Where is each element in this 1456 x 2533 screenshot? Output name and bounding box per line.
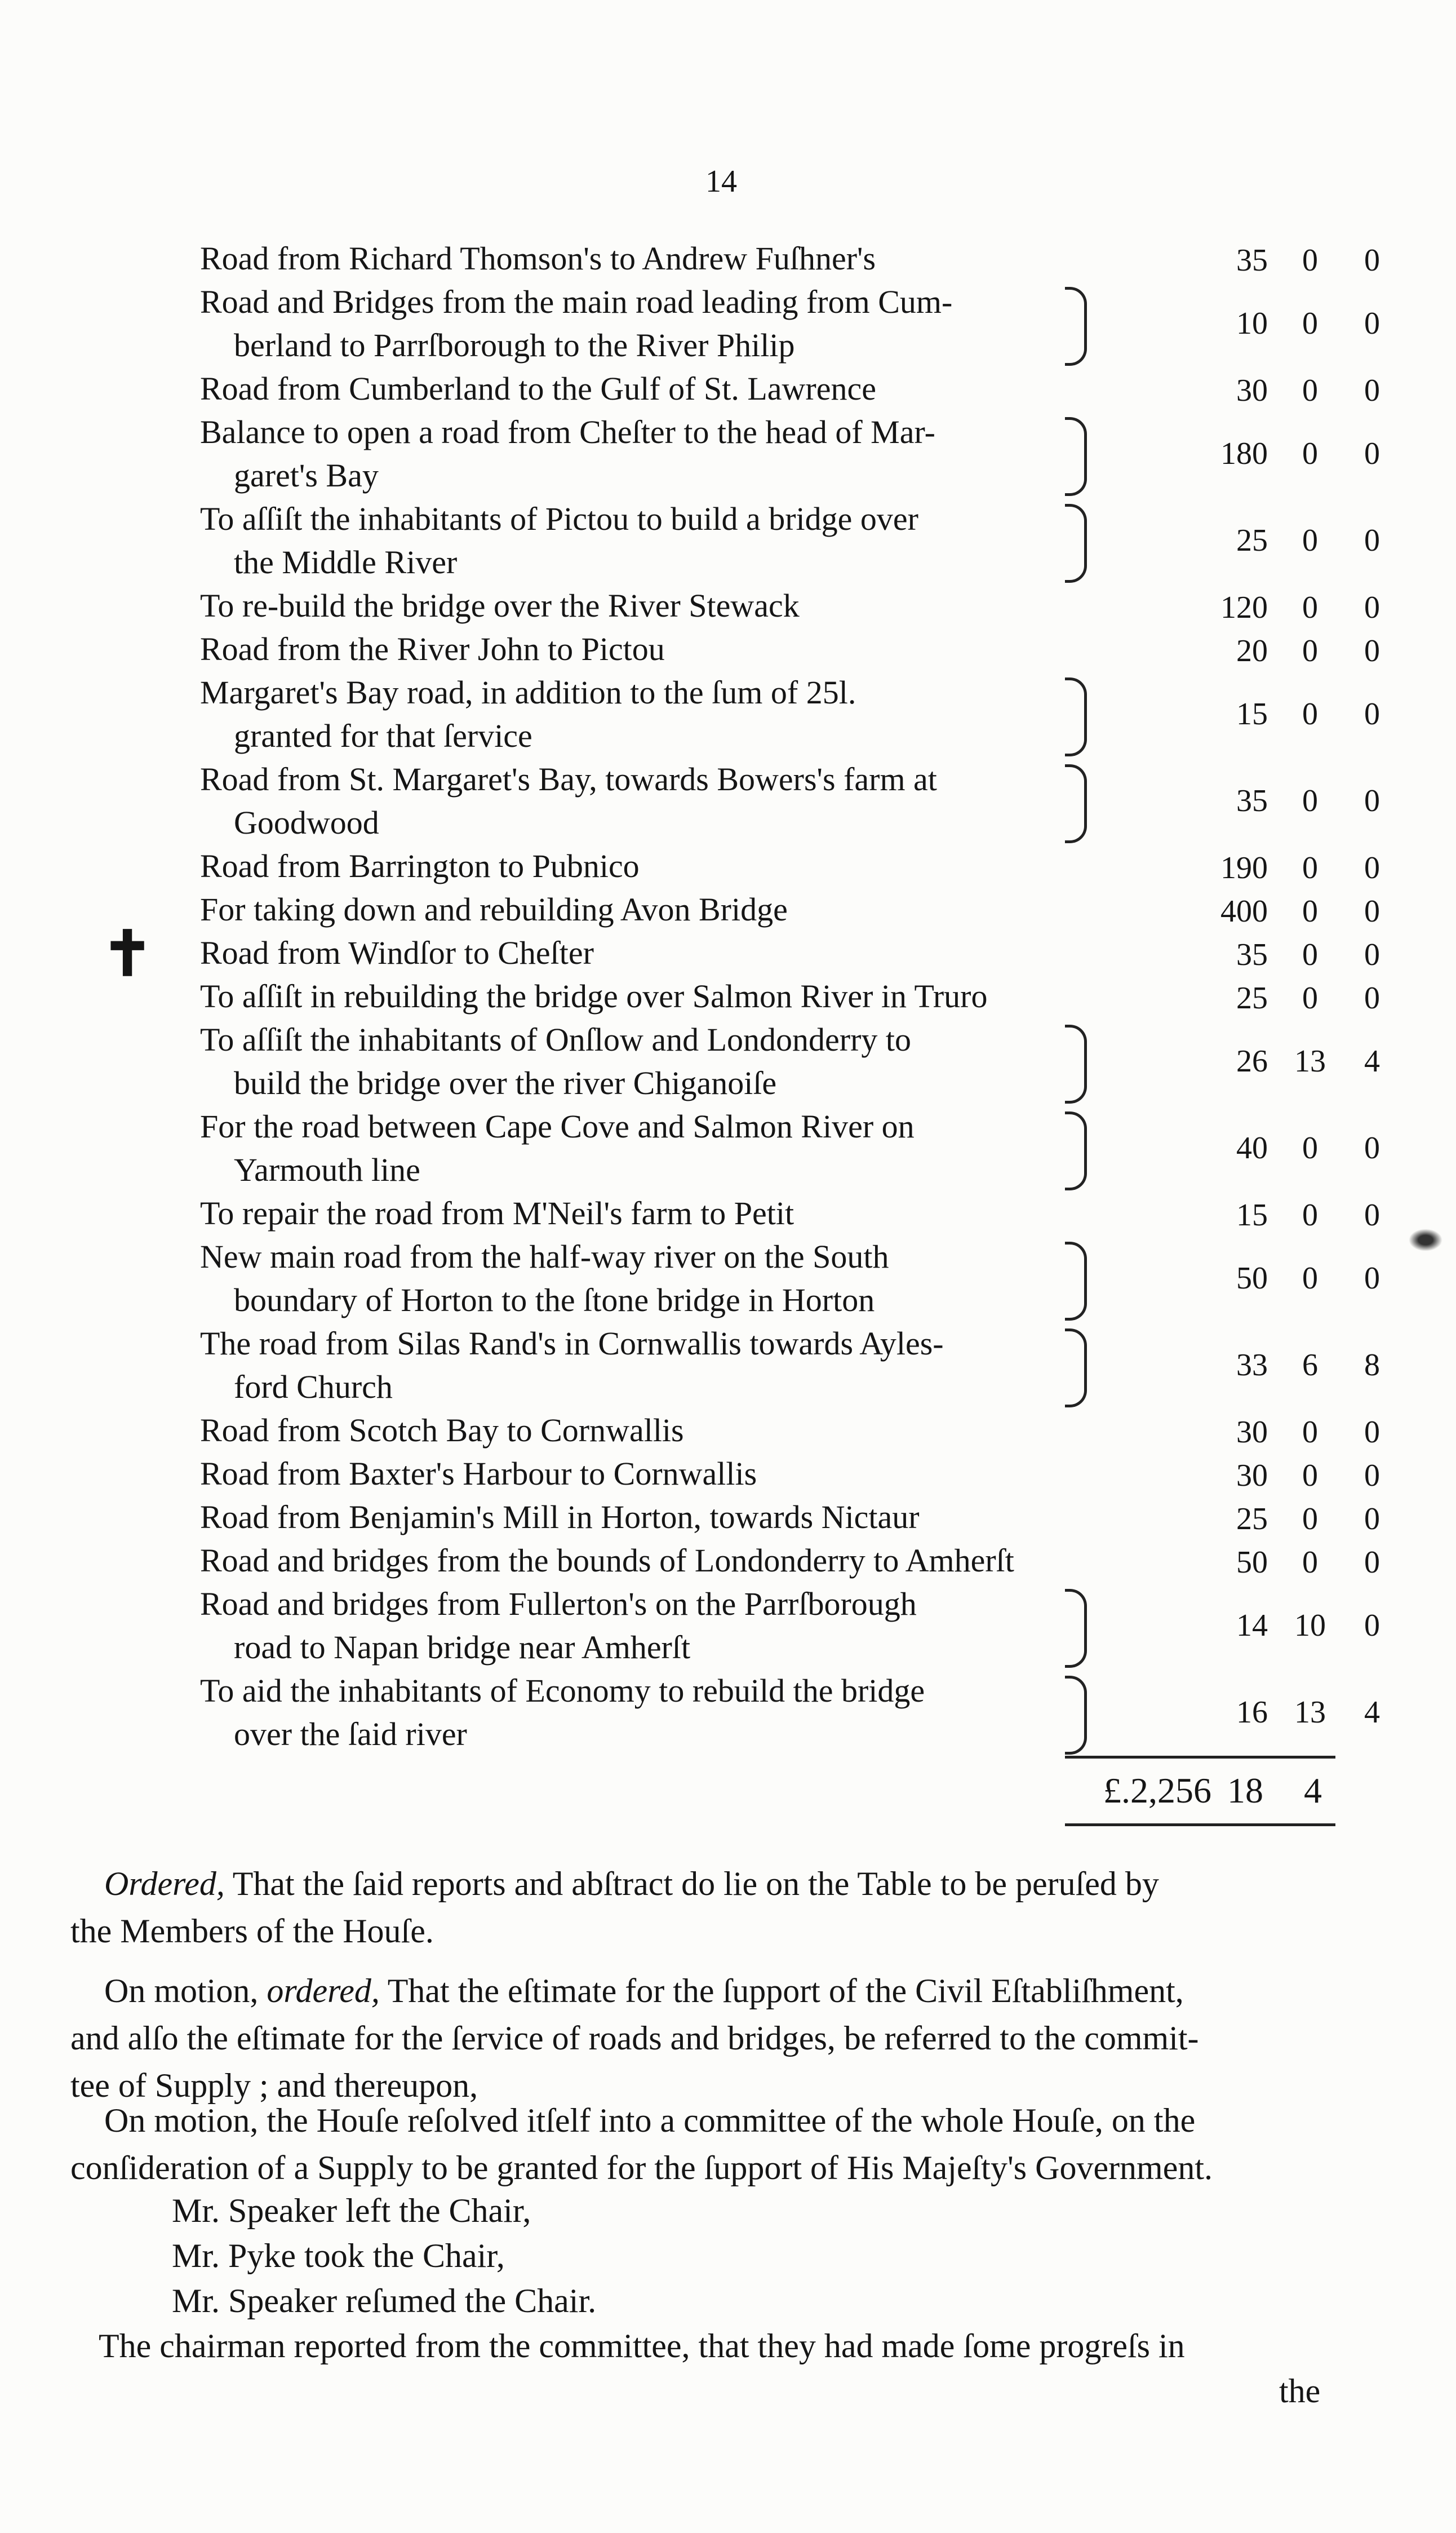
entry-line1: To aid the inhabitants of Economy to rebuild the bridge	[200, 1672, 925, 1709]
entry-line1: For taking down and rebuilding Avon Bridge	[200, 891, 788, 928]
entry-row	[0, 1539, 1456, 1582]
amount-shillings: 0	[1302, 1545, 1318, 1580]
entry-amount	[1172, 1344, 1426, 1387]
entry-amount	[1172, 239, 1426, 282]
amount-pence: 0	[1364, 243, 1380, 278]
entry-description	[200, 1539, 1096, 1582]
amount-pounds: 26	[1236, 1043, 1268, 1079]
total-shillings: 18	[1227, 1770, 1263, 1810]
entry-amount	[1172, 890, 1426, 933]
entry-amount	[1172, 302, 1426, 346]
entry-row	[0, 888, 1456, 931]
paragraph-committee-supply: On motion, the Houſe reſolved itſelf into a committee of the whole Houſe, on the conſideration of a Supply to be granted for the ſupport of His Majeſty's Government.	[70, 2102, 1213, 2186]
entry-line1: Road from Benjamin's Mill in Horton, towards Nictaur	[200, 1499, 920, 1535]
entry-row	[0, 367, 1456, 410]
entry-description	[200, 237, 1096, 280]
amount-pounds: 14	[1236, 1608, 1268, 1643]
speaker-resumed-line: Mr. Speaker reſumed the Chair.	[172, 2282, 597, 2319]
entry-line1: To aſſiſt in rebuilding the bridge over Salmon River in Truro	[200, 978, 988, 1015]
entry-amount	[1172, 369, 1426, 413]
amount-pounds: 50	[1236, 1260, 1268, 1296]
amount-pence: 0	[1364, 1458, 1380, 1493]
entry-description	[200, 931, 1096, 975]
amount-pence: 0	[1364, 1130, 1380, 1166]
entry-row	[0, 671, 1456, 758]
amount-pence: 8	[1364, 1347, 1380, 1383]
amount-shillings: 0	[1302, 373, 1318, 408]
paragraph-ordered-line2: the Members of the Houſe.	[70, 1912, 434, 1950]
entry-description	[200, 627, 1096, 671]
entry-row	[0, 497, 1456, 584]
amount-pounds: 30	[1236, 373, 1268, 408]
amount-pence: 0	[1364, 522, 1380, 558]
entry-row	[0, 1192, 1456, 1235]
entry-description	[200, 497, 1096, 584]
entry-description	[200, 584, 1096, 627]
amount-shillings: 0	[1302, 1415, 1318, 1450]
entry-amount	[1172, 933, 1426, 977]
entry-amount	[1172, 977, 1426, 1020]
amount-pounds: 33	[1236, 1347, 1268, 1383]
amount-pounds: 10	[1236, 305, 1268, 341]
amount-pence: 0	[1364, 1260, 1380, 1296]
amount-pence: 0	[1364, 783, 1380, 818]
entry-line1: Road from Barrington to Pubnico	[200, 848, 640, 884]
amount-shillings: 0	[1302, 305, 1318, 341]
entry-description	[200, 1582, 1096, 1669]
amount-pence: 0	[1364, 590, 1380, 625]
amount-pounds: 180	[1220, 436, 1268, 471]
entry-amount	[1172, 1411, 1426, 1454]
entry-amount	[1172, 847, 1426, 890]
entry-line2: garet's Bay	[234, 457, 379, 494]
amount-pounds: 25	[1236, 522, 1268, 558]
entry-row	[0, 1235, 1456, 1322]
entry-line2: granted for that ſervice	[234, 718, 532, 754]
paragraph-ordered: Ordered, That the ſaid reports and abſtract do lie on the Table to be peruſed by the Members of the Houſe.	[70, 1865, 1159, 1950]
amount-shillings: 0	[1302, 894, 1318, 929]
entry-amount	[1172, 1040, 1426, 1083]
entry-line2: boundary of Horton to the ſtone bridge in Horton	[234, 1282, 875, 1318]
catchword: the	[1279, 2372, 1321, 2410]
entry-line1: Road from St. Margaret's Bay, towards Bowers's farm at	[200, 761, 937, 798]
amount-pounds: 15	[1236, 696, 1268, 732]
entry-description	[200, 410, 1096, 497]
entry-line2: Yarmouth line	[234, 1152, 420, 1188]
entry-line1: Road from Richard Thomson's to Andrew Fuſhner's	[200, 240, 876, 277]
entry-line2: berland to Parrſborough to the River Philip	[234, 327, 795, 364]
amount-shillings: 0	[1302, 783, 1318, 818]
entry-description	[200, 280, 1096, 367]
amount-shillings: 0	[1302, 1458, 1318, 1493]
entry-row	[0, 931, 1456, 975]
amount-pence: 0	[1364, 373, 1380, 408]
amount-shillings: 0	[1302, 1260, 1318, 1296]
entry-description	[200, 1322, 1096, 1409]
amount-pounds: 50	[1236, 1545, 1268, 1580]
amount-pence: 0	[1364, 696, 1380, 732]
entry-description	[200, 975, 1096, 1018]
entry-line1: New main road from the half-way river on the South	[200, 1238, 889, 1275]
entry-line1: Road from the River John to Pictou	[200, 631, 665, 667]
amount-shillings: 13	[1294, 1694, 1326, 1730]
amount-shillings: 0	[1302, 634, 1318, 668]
amount-pence: 0	[1364, 1415, 1380, 1450]
amount-pounds: 30	[1236, 1458, 1268, 1493]
entry-description	[200, 1452, 1096, 1495]
amount-shillings: 0	[1302, 243, 1318, 278]
entry-line1: For the road between Cape Cove and Salmon River on	[200, 1108, 915, 1145]
entry-amount	[1172, 519, 1426, 563]
entry-line2: the Middle River	[234, 544, 458, 581]
entry-amount	[1172, 1604, 1426, 1648]
entry-line1: Road from Windſor to Cheſter	[200, 935, 594, 971]
entry-description	[200, 1192, 1096, 1235]
amount-shillings: 0	[1302, 696, 1318, 732]
paragraph-motion-estimate: On motion, ordered, That the eſtimate for the ſupport of the Civil Eſtabliſhment, and alſo the eſtimate for the ſervice of roads and bridges, be referred to the commit- tee of Supply ; and thereupon,	[70, 1972, 1199, 2104]
entry-description	[200, 1018, 1096, 1105]
entry-amount	[1172, 780, 1426, 823]
amount-pounds: 30	[1236, 1415, 1268, 1450]
entry-line2: road to Napan bridge near Amherſt	[234, 1629, 691, 1666]
amount-pounds: 190	[1220, 851, 1268, 885]
entry-row	[0, 1582, 1456, 1669]
total-pence: 4	[1304, 1770, 1322, 1810]
entry-description	[200, 671, 1096, 758]
entry-line1: Margaret's Bay road, in addition to the ſum of 25l.	[200, 674, 856, 711]
amount-pounds: 25	[1236, 1502, 1268, 1536]
entry-row	[0, 1322, 1456, 1409]
entry-row	[0, 758, 1456, 844]
pyke-took-line: Mr. Pyke took the Chair,	[172, 2237, 505, 2274]
page-number: 14	[705, 164, 737, 199]
entry-description	[200, 1495, 1096, 1539]
entry-line1: The road from Silas Rand's in Cornwallis towards Ayles-	[200, 1325, 944, 1362]
entry-row	[0, 1495, 1456, 1539]
amount-pounds: 35	[1236, 783, 1268, 818]
entry-amount	[1172, 1454, 1426, 1498]
amount-shillings: 0	[1302, 590, 1318, 625]
entry-line1: Road from Cumberland to the Gulf of St. Lawrence	[200, 370, 876, 407]
amount-shillings: 0	[1302, 436, 1318, 471]
entry-description	[200, 1235, 1096, 1322]
entry-description	[200, 888, 1096, 931]
total-bottom-rule	[1065, 1823, 1335, 1826]
entry-amount	[1172, 432, 1426, 476]
entry-line1: Road and bridges from Fullerton's on the Parrſborough	[200, 1586, 917, 1622]
entry-description	[200, 758, 1096, 844]
amount-shillings: 6	[1302, 1347, 1318, 1383]
entry-amount	[1172, 1257, 1426, 1300]
amount-pounds: 20	[1236, 634, 1268, 668]
entry-description	[200, 844, 1096, 888]
entry-line2: over the ſaid river	[234, 1716, 467, 1752]
amount-pounds: 25	[1236, 981, 1268, 1016]
amount-shillings: 0	[1302, 1198, 1318, 1233]
amount-shillings: 0	[1302, 522, 1318, 558]
entry-amount	[1172, 693, 1426, 736]
entry-line2: Goodwood	[234, 804, 379, 841]
amount-pounds: 40	[1236, 1130, 1268, 1166]
amount-pounds: 120	[1220, 590, 1268, 625]
total-top-rule	[1065, 1756, 1335, 1759]
entry-row	[0, 237, 1456, 280]
amount-pence: 0	[1364, 1198, 1380, 1233]
entry-line1: To re-build the bridge over the River Stewack	[200, 587, 800, 624]
amount-pounds: 16	[1236, 1694, 1268, 1730]
total-row	[1042, 1770, 1380, 1812]
entry-line2: build the bridge over the river Chiganoiſe	[234, 1065, 777, 1101]
amount-shillings: 10	[1294, 1608, 1326, 1643]
amount-pence: 4	[1364, 1694, 1380, 1730]
amount-pence: 0	[1364, 1502, 1380, 1536]
amount-pence: 0	[1364, 305, 1380, 341]
amount-pence: 0	[1364, 436, 1380, 471]
entry-row	[0, 975, 1456, 1018]
entry-row	[0, 584, 1456, 627]
entry-amount	[1172, 1127, 1426, 1170]
total-pounds: £.2,256	[1103, 1770, 1211, 1810]
entry-row	[0, 410, 1456, 497]
amount-pounds: 35	[1236, 937, 1268, 972]
chairman-reported-line: The chairman reported from the committee, that they had made ſome progreſs in	[99, 2327, 1185, 2364]
amount-shillings: 13	[1294, 1043, 1326, 1079]
ink-smudge	[1409, 1229, 1442, 1251]
entry-line1: Road from Baxter's Harbour to Cornwallis	[200, 1455, 757, 1492]
entry-row	[0, 1105, 1456, 1192]
amount-pence: 4	[1364, 1043, 1380, 1079]
entry-amount	[1172, 1691, 1426, 1734]
entry-line2: ford Church	[234, 1369, 393, 1405]
entry-row	[0, 627, 1456, 671]
speaker-left-line: Mr. Speaker left the Chair,	[172, 2192, 531, 2229]
entry-line1: Road and bridges from the bounds of Londonderry to Amherſt	[200, 1542, 1014, 1579]
margin-cross-mark: ✝	[101, 920, 154, 989]
entry-description	[200, 367, 1096, 410]
entry-line1: Road and Bridges from the main road leading from Cum-	[200, 284, 953, 320]
entry-amount	[1172, 630, 1426, 673]
amount-pence: 0	[1364, 634, 1380, 668]
entry-description	[200, 1669, 1096, 1756]
amount-pence: 0	[1364, 894, 1380, 929]
entry-line1: Road from Scotch Bay to Cornwallis	[200, 1412, 684, 1449]
entry-amount	[1172, 1541, 1426, 1584]
amount-shillings: 0	[1302, 1502, 1318, 1536]
entry-line1: Balance to open a road from Cheſter to the head of Mar-	[200, 414, 935, 450]
amount-shillings: 0	[1302, 937, 1318, 972]
entry-line1: To aſſiſt the inhabitants of Pictou to build a bridge over	[200, 501, 918, 537]
amount-pence: 0	[1364, 1545, 1380, 1580]
amount-pounds: 35	[1236, 243, 1268, 278]
entry-description	[200, 1409, 1096, 1452]
entry-row	[0, 1669, 1456, 1756]
amount-pence: 0	[1364, 981, 1380, 1016]
entry-amount	[1172, 1498, 1426, 1541]
entry-row	[0, 844, 1456, 888]
entry-row	[0, 1409, 1456, 1452]
entry-line1: To aſſiſt the inhabitants of Onſlow and Londonderry to	[200, 1021, 912, 1058]
entry-amount	[1172, 586, 1426, 630]
entry-row	[0, 1018, 1456, 1105]
entry-row	[0, 1452, 1456, 1495]
amount-shillings: 0	[1302, 851, 1318, 885]
amount-pounds: 400	[1220, 894, 1268, 929]
entry-line1: To repair the road from M'Neil's farm to Petit	[200, 1195, 794, 1232]
ordered-lead: Ordered,	[104, 1865, 225, 1902]
amount-pounds: 15	[1236, 1198, 1268, 1233]
entry-description	[200, 1105, 1096, 1192]
amount-pence: 0	[1364, 1608, 1380, 1643]
entry-amount	[1172, 1194, 1426, 1237]
amount-shillings: 0	[1302, 981, 1318, 1016]
amount-shillings: 0	[1302, 1130, 1318, 1166]
entry-row	[0, 280, 1456, 367]
amount-pence: 0	[1364, 937, 1380, 972]
amount-pence: 0	[1364, 851, 1380, 885]
